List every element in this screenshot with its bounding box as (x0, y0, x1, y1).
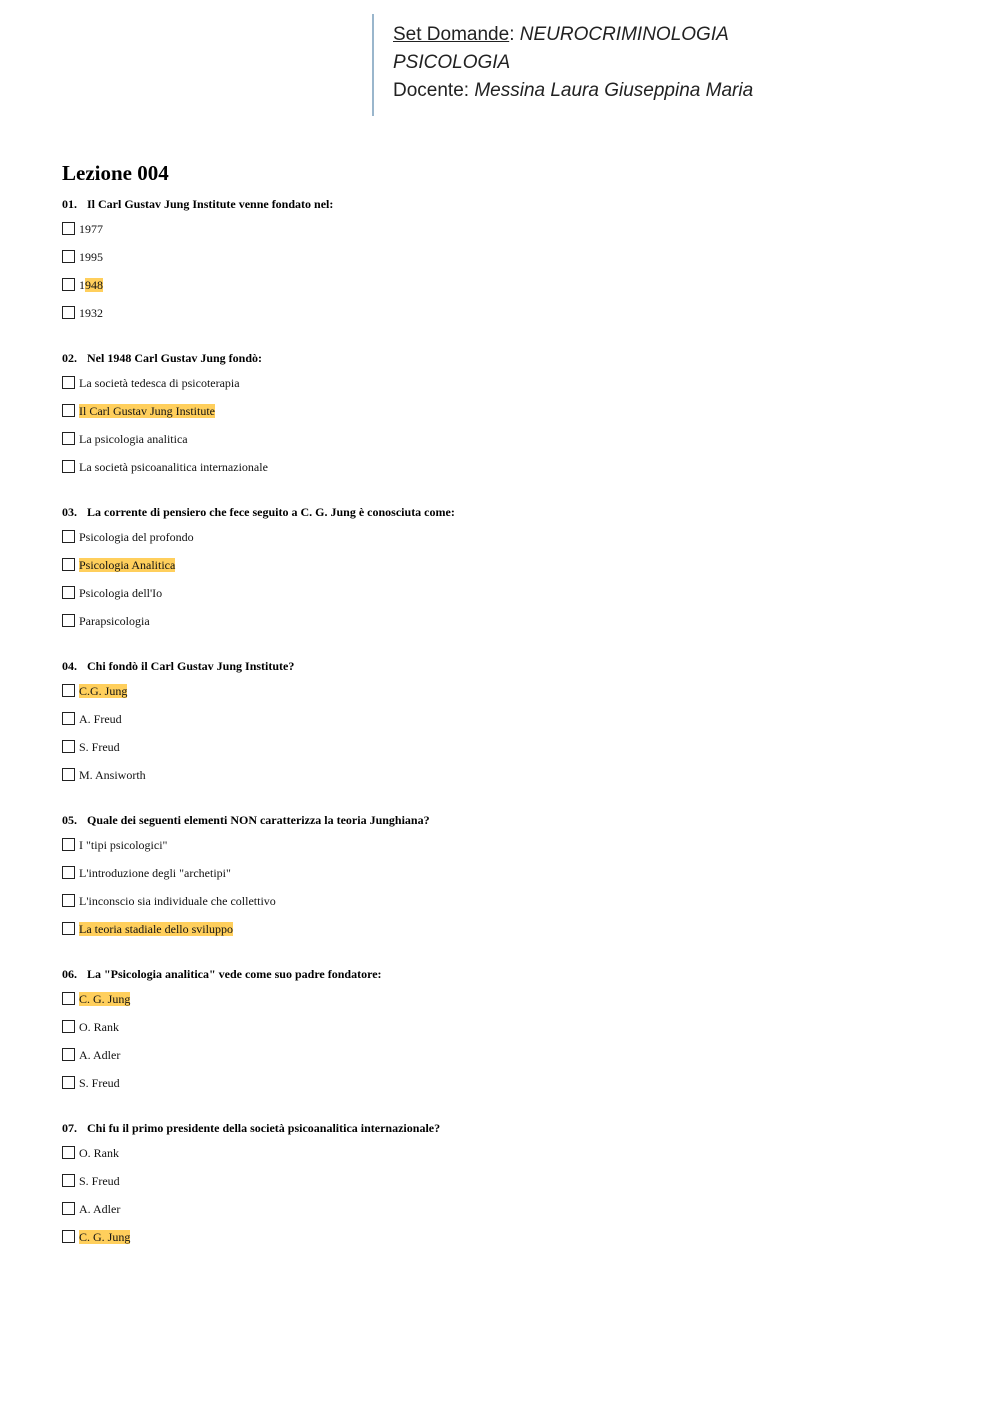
answer-checkbox[interactable] (62, 306, 75, 319)
answer-text (79, 740, 120, 754)
answer-text (79, 684, 127, 698)
answer-checkbox[interactable] (62, 1202, 75, 1215)
answer-label: 1995 (79, 250, 103, 264)
answer-label: O. Rank (79, 1146, 119, 1160)
question-text (62, 658, 942, 674)
answer-text (79, 250, 103, 264)
answer-checkbox[interactable] (62, 866, 75, 879)
answer-text (79, 558, 175, 572)
answer-text (79, 432, 188, 446)
answer-label: La società psicoanalitica internazionale (79, 460, 268, 474)
set-domande-label: Set Domande (393, 24, 510, 45)
question-number: 06. (62, 967, 77, 981)
lesson-title: Lezione 004 (62, 161, 169, 185)
docente-label: Docente: (393, 80, 475, 101)
answer-text (79, 866, 231, 880)
answer-label: I "tipi psicologici" (79, 838, 168, 852)
answer-option[interactable] (62, 376, 942, 404)
answer-text (79, 1230, 130, 1244)
answer-text (79, 586, 162, 600)
answer-option[interactable] (62, 838, 942, 866)
answer-option[interactable] (62, 586, 942, 614)
answer-option[interactable] (62, 306, 942, 334)
answer-text (79, 1076, 120, 1090)
answer-checkbox[interactable] (62, 404, 75, 417)
question-list (62, 196, 942, 1274)
answer-label: M. Ansiworth (79, 768, 146, 782)
question-text (62, 504, 942, 520)
answer-label-highlighted: 948 (85, 278, 103, 292)
answer-text (79, 1146, 119, 1160)
answer-option[interactable] (62, 278, 942, 306)
answer-checkbox[interactable] (62, 922, 75, 935)
answer-checkbox[interactable] (62, 460, 75, 473)
answer-label: Parapsicologia (79, 614, 150, 628)
answer-text (79, 922, 233, 936)
answer-checkbox[interactable] (62, 1020, 75, 1033)
question-label: Il Carl Gustav Jung Institute venne fondato nel: (87, 197, 334, 211)
answer-option[interactable] (62, 1146, 942, 1174)
question-block (62, 196, 942, 334)
question-text (62, 196, 942, 212)
answer-option[interactable] (62, 432, 942, 460)
answer-checkbox[interactable] (62, 222, 75, 235)
answer-checkbox[interactable] (62, 1076, 75, 1089)
answer-text (79, 1048, 120, 1062)
answer-label: 1977 (79, 222, 103, 236)
answer-option[interactable] (62, 712, 942, 740)
answer-label: Psicologia del profondo (79, 530, 194, 544)
answer-checkbox[interactable] (62, 250, 75, 263)
answer-label: O. Rank (79, 1020, 119, 1034)
answer-option[interactable] (62, 866, 942, 894)
answer-checkbox[interactable] (62, 586, 75, 599)
answer-text (79, 768, 146, 782)
answer-label: A. Adler (79, 1202, 121, 1216)
question-text (62, 350, 942, 366)
answer-label: S. Freud (79, 1076, 120, 1090)
answer-option[interactable] (62, 1230, 942, 1258)
answer-label-highlighted: Psicologia Analitica (79, 558, 176, 572)
question-number: 07. (62, 1121, 77, 1135)
answer-checkbox[interactable] (62, 992, 75, 1005)
question-number: 03. (62, 505, 77, 519)
question-number: 05. (62, 813, 77, 827)
answer-checkbox[interactable] (62, 838, 75, 851)
question-block (62, 1120, 942, 1258)
set-domande-value-1: NEUROCRIMINOLOGIA (519, 24, 729, 45)
question-block (62, 504, 942, 642)
set-domande-line (393, 21, 932, 49)
answer-label-highlighted: C. G. Jung (79, 992, 131, 1006)
answer-label: A. Adler (79, 1048, 121, 1062)
answer-label-highlighted: C.G. Jung (79, 684, 128, 698)
answer-option[interactable] (62, 740, 942, 768)
question-block (62, 350, 942, 488)
question-text (62, 812, 942, 828)
answer-option[interactable] (62, 1076, 942, 1104)
answer-checkbox[interactable] (62, 1230, 75, 1243)
answer-option[interactable] (62, 250, 942, 278)
answer-label-highlighted: C. G. Jung (79, 1230, 131, 1244)
answer-checkbox[interactable] (62, 1048, 75, 1061)
answer-checkbox[interactable] (62, 278, 75, 291)
answer-option[interactable] (62, 558, 942, 586)
answer-text (79, 278, 103, 292)
answer-label: S. Freud (79, 740, 120, 754)
answer-option[interactable] (62, 922, 942, 950)
answer-checkbox[interactable] (62, 1174, 75, 1187)
answer-checkbox[interactable] (62, 614, 75, 627)
answer-option[interactable] (62, 894, 942, 922)
answer-label: L'inconscio sia individuale che collettivo (79, 894, 276, 908)
docente-name: Messina Laura Giuseppina Maria (474, 80, 754, 101)
answer-option[interactable] (62, 1174, 942, 1202)
answer-option[interactable] (62, 460, 942, 488)
answer-checkbox[interactable] (62, 768, 75, 781)
answer-text (79, 992, 130, 1006)
answer-text (79, 460, 268, 474)
question-label: Nel 1948 Carl Gustav Jung fondò: (87, 351, 263, 365)
answer-label: La psicologia analitica (79, 432, 188, 446)
answer-option[interactable] (62, 1020, 942, 1048)
answer-option[interactable] (62, 222, 942, 250)
question-label: La corrente di pensiero che fece seguito a C. G. Jung è conosciuta come: (87, 505, 455, 519)
question-block (62, 812, 942, 950)
answer-text (79, 894, 276, 908)
set-domande-value-2: PSICOLOGIA (393, 52, 511, 73)
answer-checkbox[interactable] (62, 684, 75, 697)
answer-label: 1932 (79, 306, 103, 320)
answer-checkbox[interactable] (62, 558, 75, 571)
question-block (62, 658, 942, 796)
answer-label-prefix: 1 (79, 278, 85, 292)
question-label: La "Psicologia analitica" vede come suo padre fondatore: (87, 967, 382, 981)
question-number: 02. (62, 351, 77, 365)
answer-text (79, 838, 167, 852)
answer-text (79, 306, 103, 320)
docente-line (393, 77, 932, 105)
answer-text (79, 614, 150, 628)
answer-option[interactable] (62, 1202, 942, 1230)
answer-label-highlighted: La teoria stadiale dello sviluppo (79, 922, 233, 936)
answer-option[interactable] (62, 1048, 942, 1076)
question-number: 01. (62, 197, 77, 211)
answer-text (79, 222, 103, 236)
answer-text (79, 376, 240, 390)
answer-label: La società tedesca di psicoterapia (79, 376, 240, 390)
answer-checkbox[interactable] (62, 376, 75, 389)
answer-checkbox[interactable] (62, 894, 75, 907)
answer-option[interactable] (62, 614, 942, 642)
answer-option[interactable] (62, 768, 942, 796)
set-domande-colon: : (509, 24, 520, 45)
answer-text (79, 712, 122, 726)
question-text (62, 966, 942, 982)
question-text (62, 1120, 942, 1136)
answer-checkbox[interactable] (62, 432, 75, 445)
answer-checkbox[interactable] (62, 530, 75, 543)
answer-label: L'introduzione degli "archetipi" (79, 866, 231, 880)
answer-text (79, 1202, 120, 1216)
answer-checkbox[interactable] (62, 740, 75, 753)
answer-label: A. Freud (79, 712, 122, 726)
answer-option[interactable] (62, 404, 942, 432)
question-block (62, 966, 942, 1104)
answer-checkbox[interactable] (62, 1146, 75, 1159)
answer-text (79, 530, 194, 544)
answer-option[interactable] (62, 992, 942, 1020)
answer-text (79, 404, 215, 418)
answer-option[interactable] (62, 684, 942, 712)
answer-text (79, 1174, 120, 1188)
answer-label-highlighted: Il Carl Gustav Jung Institute (79, 404, 215, 418)
answer-option[interactable] (62, 530, 942, 558)
question-label: Quale dei seguenti elementi NON caratterizza la teoria Junghiana? (87, 813, 430, 827)
answer-label: Psicologia dell'Io (79, 586, 163, 600)
document-header (372, 14, 932, 116)
question-label: Chi fondò il Carl Gustav Jung Institute? (87, 659, 295, 673)
answer-label: S. Freud (79, 1174, 120, 1188)
answer-text (79, 1020, 119, 1034)
question-number: 04. (62, 659, 77, 673)
answer-checkbox[interactable] (62, 712, 75, 725)
question-label: Chi fu il primo presidente della società psicoanalitica internazionale? (87, 1121, 441, 1135)
